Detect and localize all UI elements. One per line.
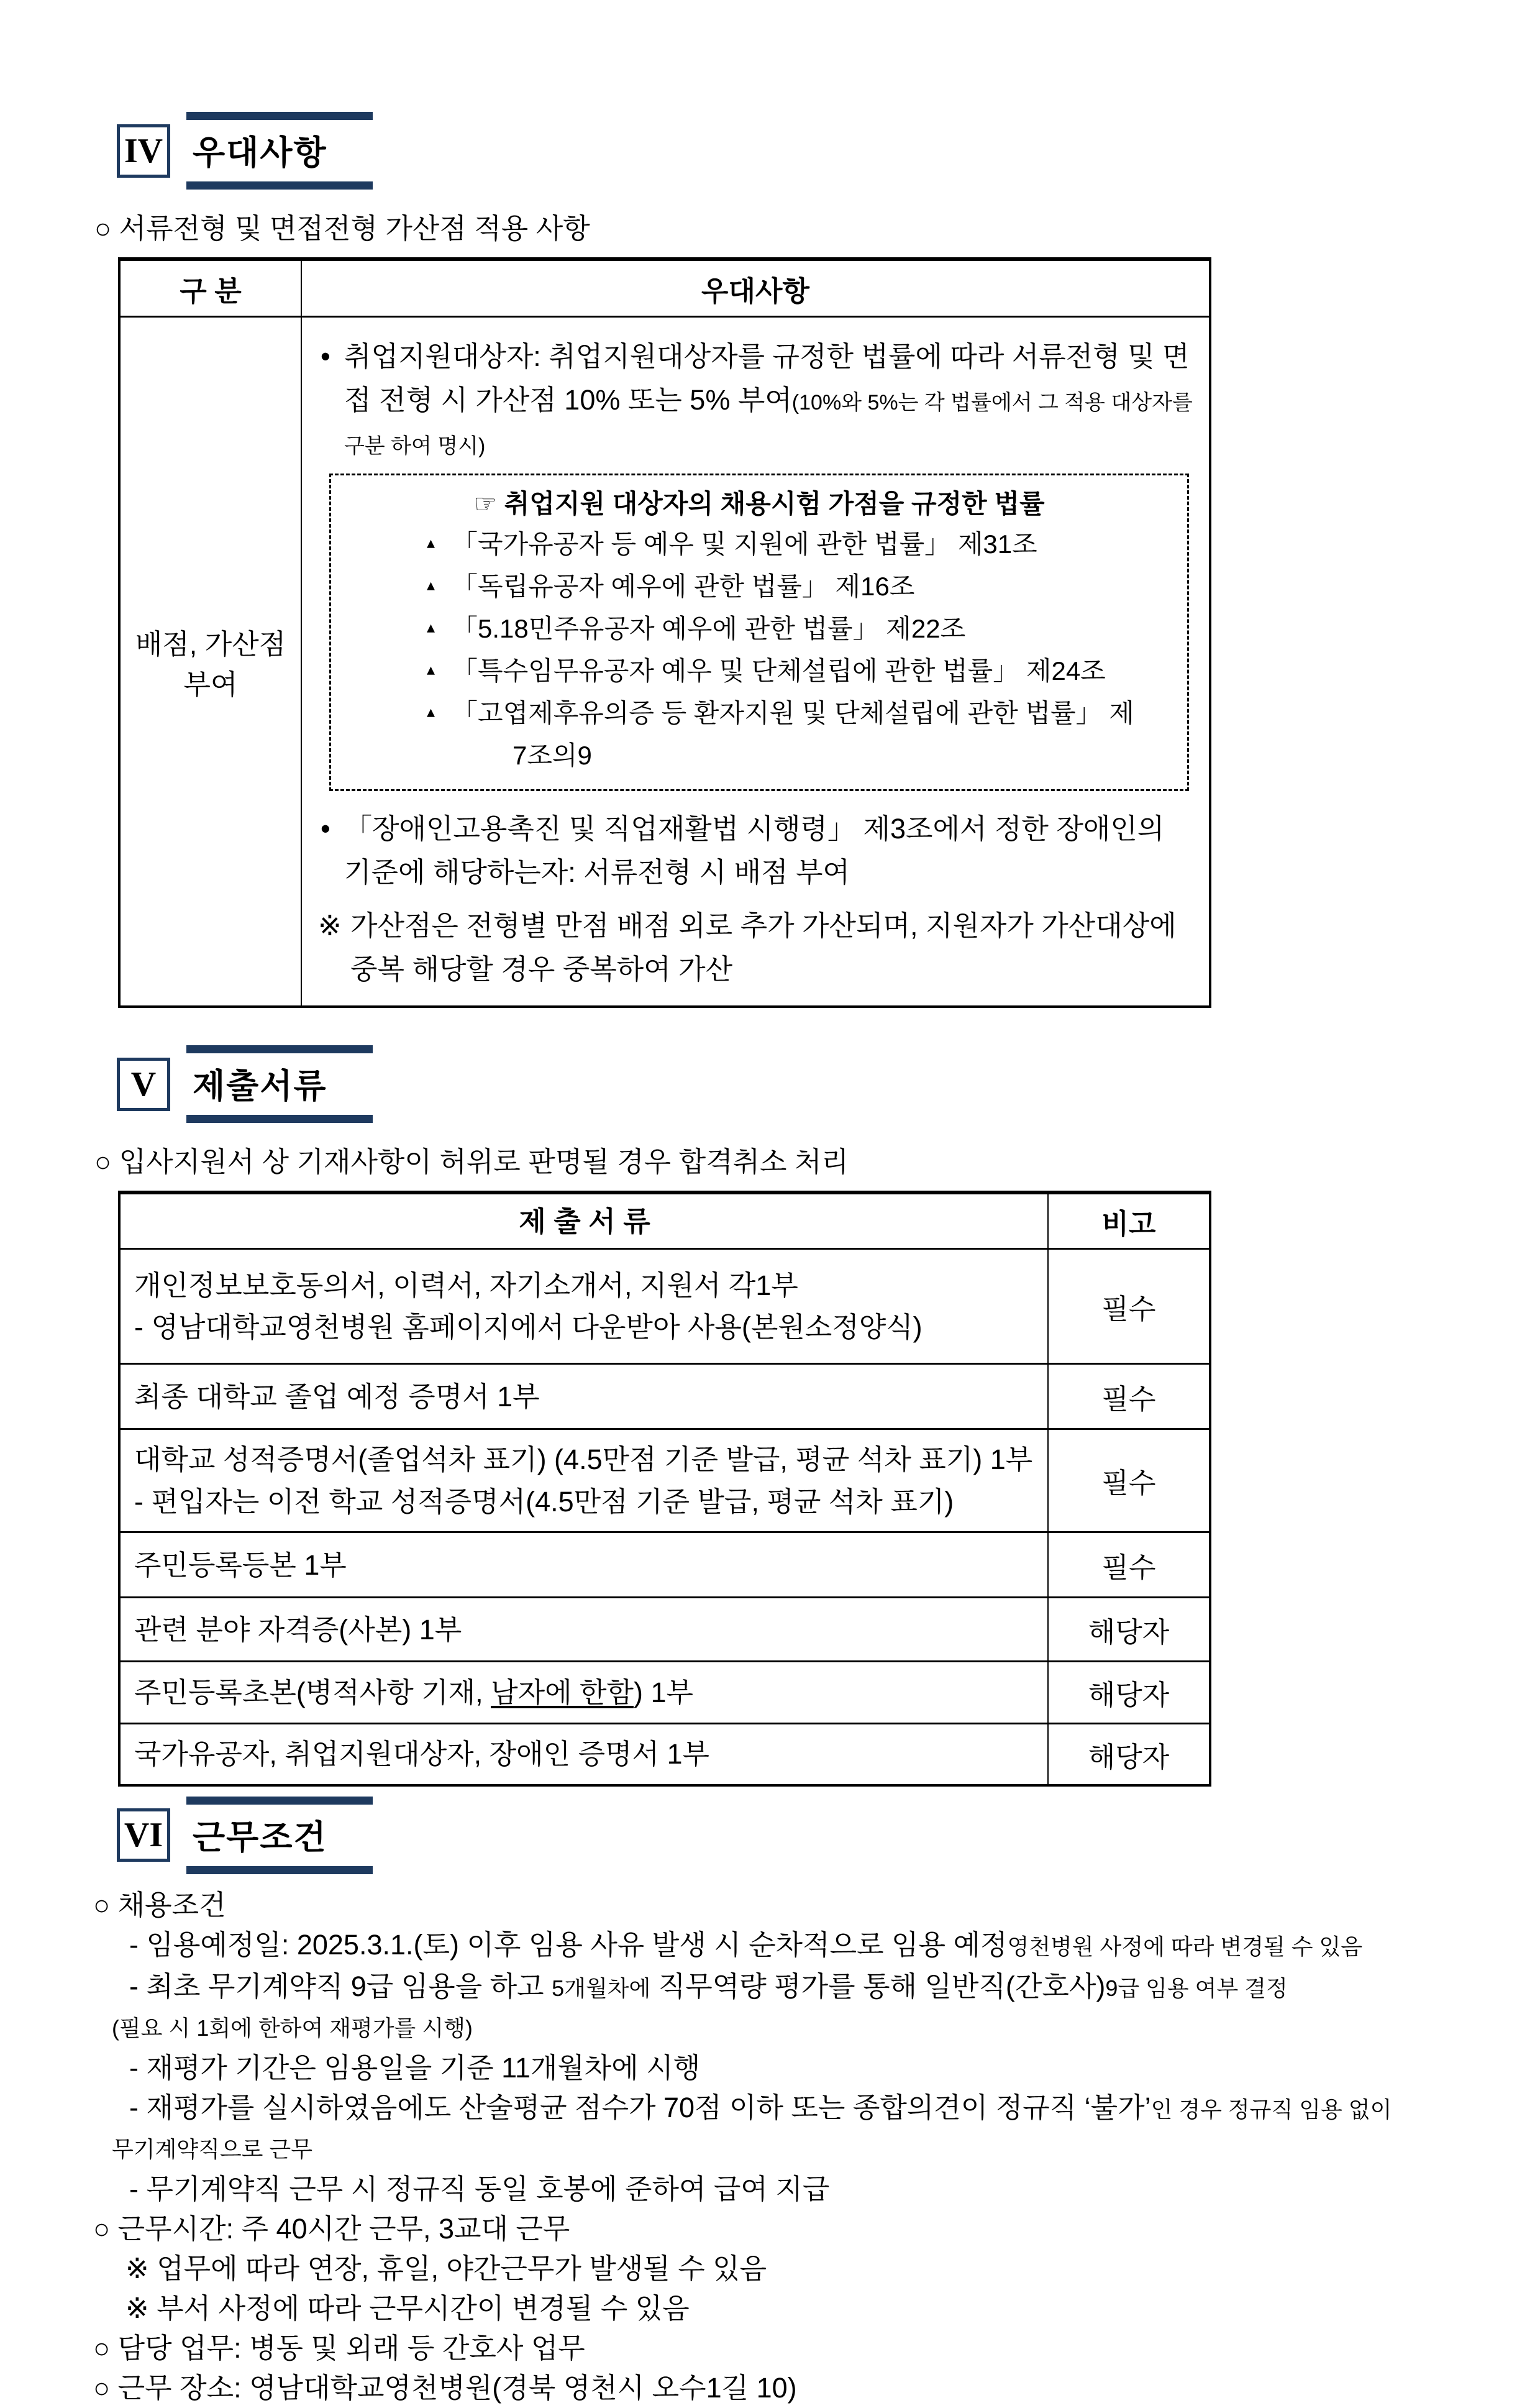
section5-intro: ○ 입사지원서 상 기재사항이 허위로 판명될 경우 합격취소 처리 [94,1146,849,1178]
document-name-cell [121,1250,1049,1363]
condition-line: - 무기계약직 근무 시 정규직 동일 호봉에 준하여 급여 지급 [129,2172,830,2205]
table-row [121,1531,1209,1596]
document-name-cell [121,1598,1049,1660]
reference-mark-icon: ※ [318,909,342,941]
law-item [346,523,1172,565]
triangle-bullet-icon: ▴ [427,575,435,595]
preference-row-label-line2: 부여 [183,668,238,700]
document-line1: 대학교 성적증명서(졸업석차 표기) (4.5만점 기준 발급, 평균 석차 표기) 1부 [134,1444,1033,1476]
law-item-continuation [346,735,1172,777]
table-row [121,1723,1209,1784]
section5-numeral-badge [117,1058,170,1111]
table-row [121,1248,1209,1363]
preference-note [318,904,1193,991]
condition-text: - 최초 무기계약직 9급 임용을 하고 [129,1970,552,2002]
section-gap [93,1008,1447,1045]
document-text-pre: 주민등록초본(병적사항 기재, [134,1677,491,1709]
preference-details-cell [302,318,1209,1005]
preference-row-label [121,318,302,1005]
remark-cell: 해당자 [1088,1741,1170,1773]
remark-cell: 필수 [1101,1467,1156,1499]
document-line1: 최종 대학교 졸업 예정 증명서 1부 [134,1380,540,1412]
document-line2: - 영남대학교영천병원 홈페이지에서 다운받아 사용(본원소정양식) [134,1311,923,1344]
section4-numeral: IV [124,131,163,170]
section6-title: 근무조건 [186,1797,373,1874]
preference-note-text: 가산점은 전형별 만점 배점 외로 추가 가산되며, 지원자가 가산대상에 중복 해당할 경우 중복하여 가산 [350,909,1177,985]
working-conditions-body [93,1885,1447,2408]
law-item-text: 「특수임무유공자 예우 및 단체설립에 관한 법률」 제24조 [452,656,1106,686]
remark-cell: 필수 [1101,1383,1156,1415]
preference-table-body-row [121,316,1209,1005]
condition-line: - 재평가 기간은 임용일을 기준 11개월차에 시행 [129,2051,701,2084]
section6-header [117,1797,1447,1874]
condition-line: (필요 시 1회에 한하여 재평가를 시행) [112,2015,473,2041]
section4-header [117,112,1447,190]
law-box-title-text: 취업지원 대상자의 채용시험 가점을 규정한 법률 [504,489,1045,519]
condition-line: ○ 근무시간: 주 40시간 근무, 3교대 근무 [93,2212,570,2245]
condition-line: 무기계약직으로 근무 [112,2136,312,2162]
preference-bullet1 [318,335,1193,465]
condition-inserted-text: 영천병원 사정에 따라 변경될 수 있음 [1007,1933,1363,1959]
documents-col2-header: 비고 [1101,1207,1156,1240]
document-line1: 국가유공자, 취업지원대상자, 장애인 증명서 1부 [134,1738,709,1770]
table-row [121,1596,1209,1660]
law-item [346,565,1172,608]
law-item [346,608,1172,650]
document-text-underlined: 남자에 한함 [491,1677,634,1709]
condition-text: 직무역량 평가를 통해 일반직(간호사) [650,1970,1106,2002]
law-item [346,650,1172,692]
preference-col2-header: 우대사항 [701,275,809,307]
section4-intro: ○ 서류전형 및 면접전형 가산점 적용 사항 [94,213,590,244]
condition-inserted-text: 인 경우 정규직 임용 없이 [1150,2096,1392,2122]
remark-cell: 해당자 [1088,1679,1170,1711]
condition-line: ○ 채용조건 [93,1888,226,1921]
triangle-bullet-icon: ▴ [427,702,435,721]
document-line1 [134,1672,1035,1714]
documents-col1-header: 제 출 서 류 [121,1194,1049,1248]
bullet-icon: • [321,341,330,372]
triangle-bullet-icon: ▴ [427,618,435,637]
law-item-text: 7조의9 [513,741,592,771]
remark-cell: 필수 [1101,1551,1156,1583]
section6-numeral-badge [117,1808,170,1862]
document-text-post: ) 1부 [634,1677,693,1709]
document-name-cell [121,1533,1049,1596]
document-name-cell [121,1724,1049,1784]
document-line1: 주민등록등본 1부 [134,1549,347,1581]
law-item [346,692,1172,735]
preference-table [118,257,1211,1008]
condition-line [93,1967,1447,2008]
law-reference-box [329,474,1189,791]
condition-line: ※ 업무에 따라 연장, 휴일, 야간근무가 발생될 수 있음 [125,2252,767,2284]
bullet1-small-text: (10%와 5%는 각 법률에서 그 적용 대상자를 구분 하여 명시) [344,390,1193,458]
table-row [121,1660,1209,1723]
bullet-icon: • [321,813,330,845]
document-line2: - 편입자는 이전 학교 성적증명서(4.5만점 기준 발급, 평균 석차 표기) [134,1485,954,1518]
preference-bullet2 [318,807,1193,894]
triangle-bullet-icon: ▴ [427,533,435,552]
triangle-bullet-icon: ▴ [427,660,435,679]
law-item-text: 「독립유공자 예우에 관한 법률」 제16조 [452,572,915,602]
law-item-text: 「국가유공자 등 예우 및 지원에 관한 법률」 제31조 [452,529,1037,559]
condition-inserted-text: 5개월차에 [552,1975,651,2001]
condition-line: ○ 근무 장소: 영남대학교영천병원(경북 영천시 오수1길 10) [93,2371,797,2404]
remark-cell: 해당자 [1088,1616,1170,1648]
documents-table-header-row [121,1194,1209,1248]
section5-numeral: V [130,1064,157,1104]
condition-line: ○ 담당 업무: 병동 및 외래 등 간호사 업무 [93,2332,585,2364]
preference-table-header-row [121,261,1209,316]
section4-numeral-badge [117,124,170,178]
law-item-text: 「고엽제후유의증 등 환자지원 및 단체설립에 관한 법률」 제 [452,698,1134,728]
preference-bullet2-text: 「장애인고용촉진 및 직업재활법 시행령」 제3조에서 정한 장애인의 기준에 해당하는자: 서류전형 시 배점 부여 [344,813,1165,889]
preference-bullet1-text [344,335,1193,465]
document-name-cell [121,1662,1049,1723]
section5-header [117,1045,1447,1123]
section5-title: 제출서류 [186,1045,373,1123]
pointing-hand-icon: ☞ [473,489,498,519]
condition-line [93,1925,1447,1967]
section6-numeral: VI [124,1816,163,1855]
document-line1: 개인정보보호동의서, 이력서, 자기소개서, 지원서 각1부 [134,1269,798,1301]
condition-line: ※ 부서 사정에 따라 근무시간이 변경될 수 있음 [125,2292,690,2324]
document-line1: 관련 분야 자격증(사본) 1부 [134,1613,462,1646]
remark-cell: 필수 [1101,1293,1156,1325]
condition-inserted-text: 9급 임용 여부 결정 [1105,1975,1288,2001]
law-item-text: 「5.18민주유공자 예우에 관한 법률」 제22조 [452,614,966,644]
bullet1-main-text: 취업지원대상자: 취업지원대상자를 규정한 법률에 따라 서류전형 및 면접 전형 시 가산점 10% 또는 5% 부여 [344,341,1190,416]
table-row [121,1363,1209,1428]
section4-title: 우대사항 [186,112,373,190]
preference-col1-header: 구 분 [121,261,302,316]
condition-text: - 재평가를 실시하였음에도 산술평균 점수가 70점 이하 또는 종합의견이 정규직 ‘불가’ [129,2091,1151,2123]
documents-table [118,1191,1211,1787]
condition-text: - 임용예정일: 2025.3.1.(토) 이후 임용 사유 발생 시 순차적으로 임용 예정 [129,1928,1008,1961]
condition-line [93,2088,1447,2130]
law-box-title [346,484,1172,523]
document-name-cell [121,1365,1049,1428]
table-row [121,1428,1209,1531]
preference-row-label-line1: 배점, 가산점 [135,628,286,660]
document-name-cell [121,1430,1049,1531]
